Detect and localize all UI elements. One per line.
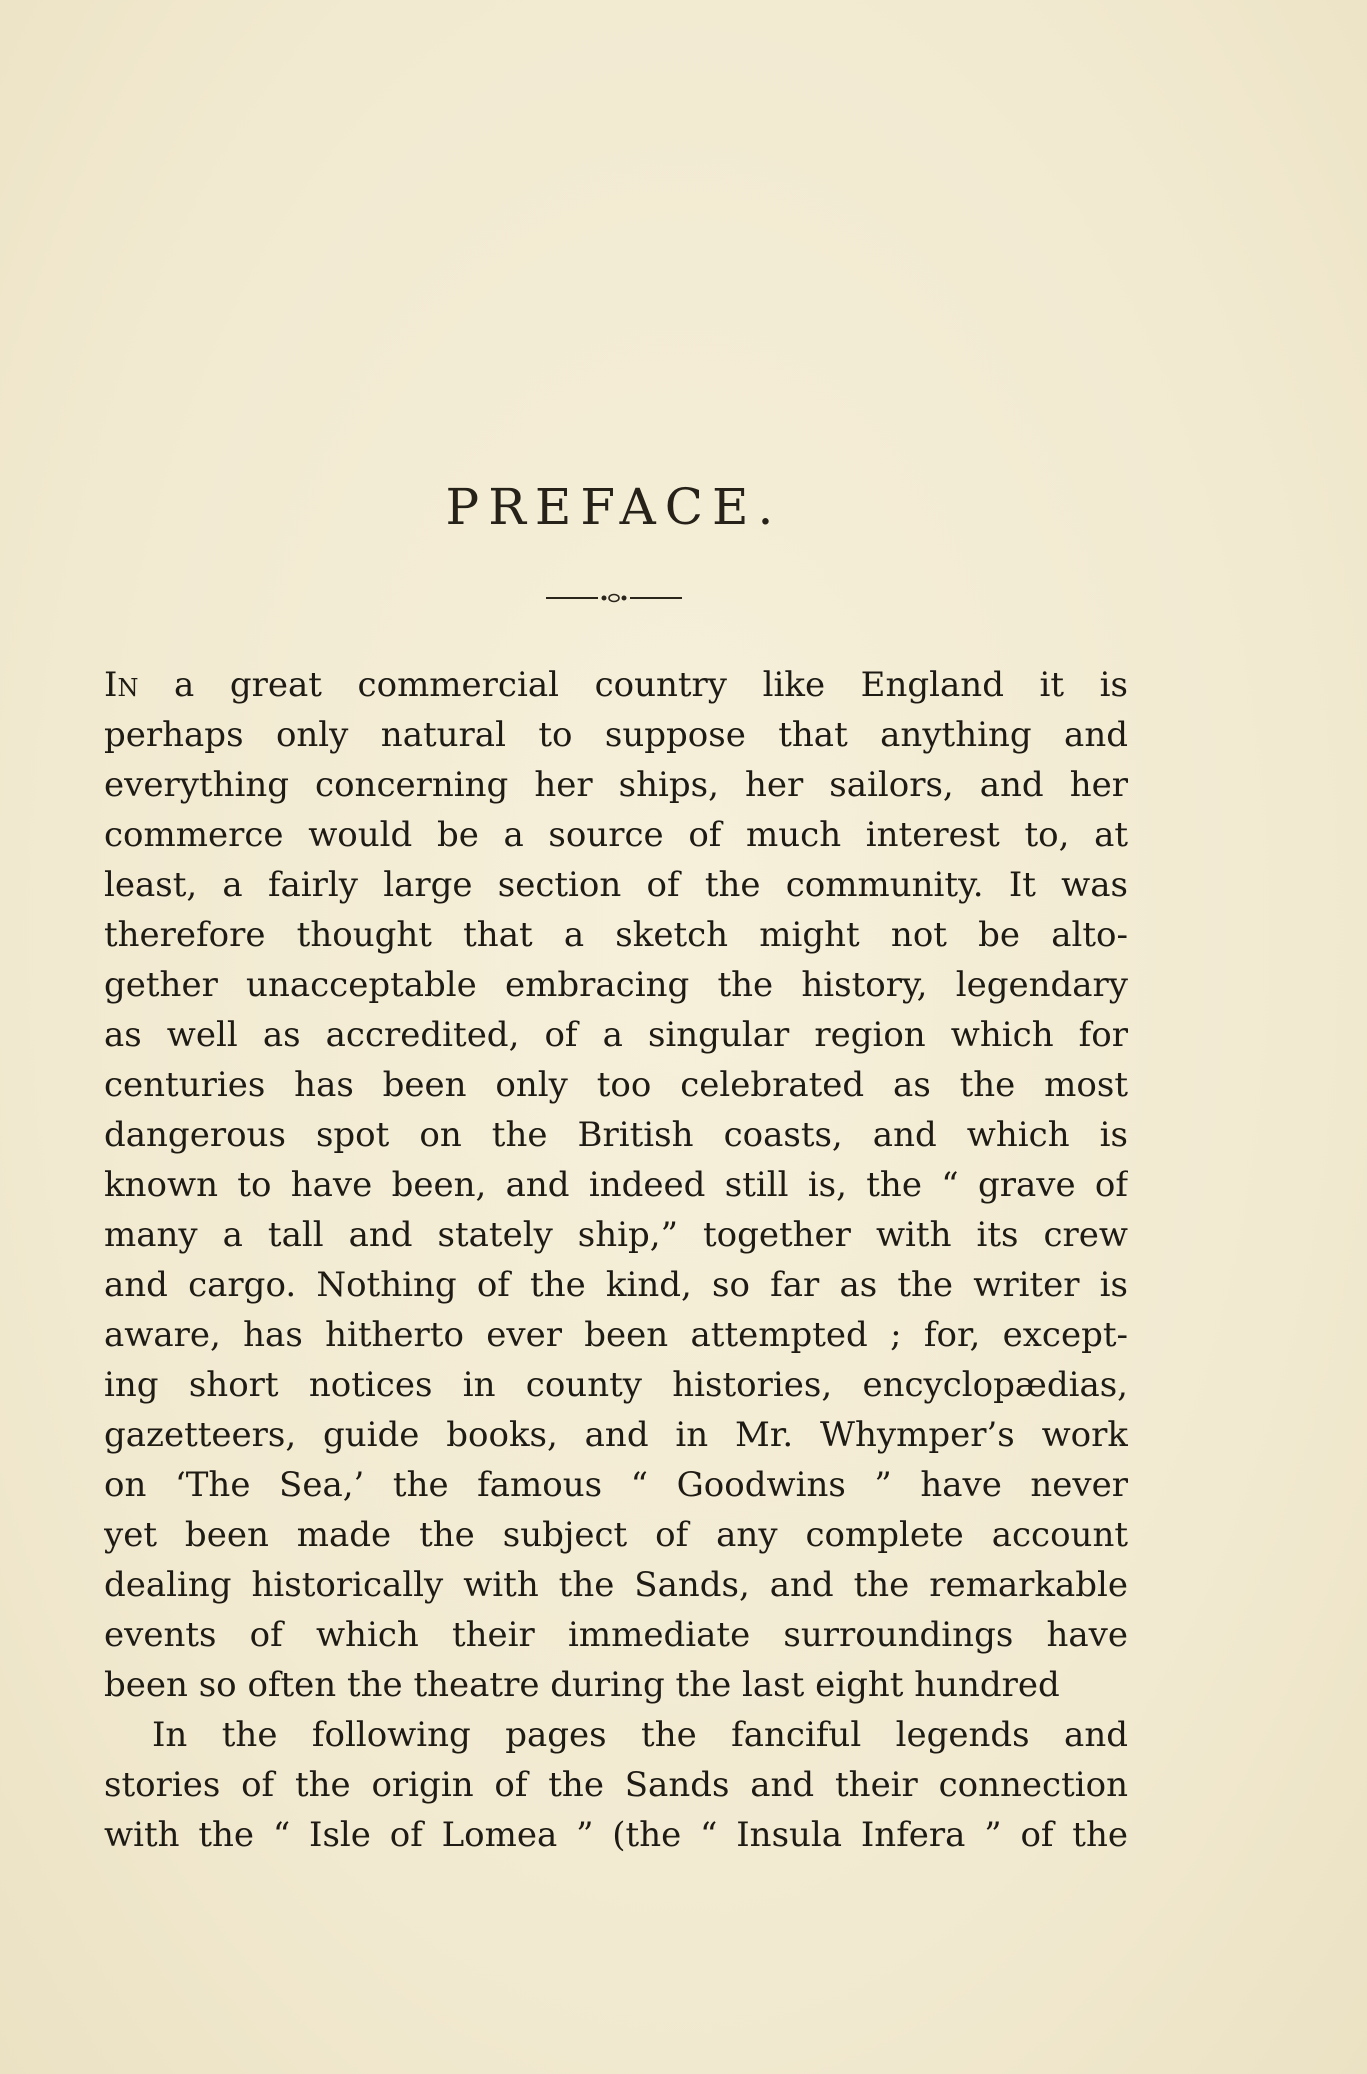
text-line: gazetteers, guide books, and in Mr. Whymper’s work bbox=[104, 1415, 1128, 1455]
dropcap-initial: I bbox=[104, 665, 118, 705]
page-title: PREFACE. bbox=[445, 478, 783, 536]
text-line: In the following pages the fanciful legends and bbox=[152, 1715, 1128, 1755]
text-line: least, a fairly large section of the community. It was bbox=[104, 865, 1128, 905]
text-line: therefore thought that a sketch might not be alto- bbox=[104, 915, 1128, 955]
text-line: stories of the origin of the Sands and their connection bbox=[104, 1765, 1128, 1805]
text-line: known to have been, and indeed still is, the “ grave of bbox=[104, 1165, 1128, 1205]
first-line-rest: a great commercial country like England it is bbox=[138, 665, 1128, 705]
text-line: dangerous spot on the British coasts, and which is bbox=[104, 1115, 1128, 1155]
text-line: gether unacceptable embracing the history, legendary bbox=[104, 965, 1128, 1005]
text-line: aware, has hitherto ever been attempted ; for, except- bbox=[104, 1315, 1128, 1355]
rule-ornament-icon bbox=[546, 586, 682, 610]
text-line: yet been made the subject of any complete account bbox=[104, 1515, 1128, 1555]
text-line: on ‘The Sea,’ the famous “ Goodwins ” have never bbox=[104, 1465, 1128, 1505]
text-line: been so often the theatre during the last eight hundred bbox=[104, 1665, 1060, 1705]
text-line: many a tall and stately ship,” together with its crew bbox=[104, 1215, 1128, 1255]
text-line: with the “ Isle of Lomea ” (the “ Insula Infera ” of the bbox=[104, 1815, 1128, 1855]
dropcap-smallcaps: N bbox=[117, 674, 139, 702]
text-line: centuries has been only too celebrated as the most bbox=[104, 1065, 1128, 1105]
text-line: commerce would be a source of much interest to, at bbox=[104, 815, 1128, 855]
text-line: dealing historically with the Sands, and the remarkable bbox=[104, 1565, 1128, 1605]
text-line bbox=[104, 660, 1128, 710]
text-line: ing short notices in county histories, encyclopædias, bbox=[104, 1365, 1128, 1405]
text-line: and cargo. Nothing of the kind, so far as the writer is bbox=[104, 1265, 1128, 1305]
text-line: events of which their immediate surroundings have bbox=[104, 1615, 1128, 1655]
text-line: as well as accredited, of a singular region which for bbox=[104, 1015, 1128, 1055]
text-line: perhaps only natural to suppose that anything and bbox=[104, 715, 1128, 755]
preface-text bbox=[104, 660, 1128, 1860]
text-line: everything concerning her ships, her sailors, and her bbox=[104, 765, 1128, 805]
